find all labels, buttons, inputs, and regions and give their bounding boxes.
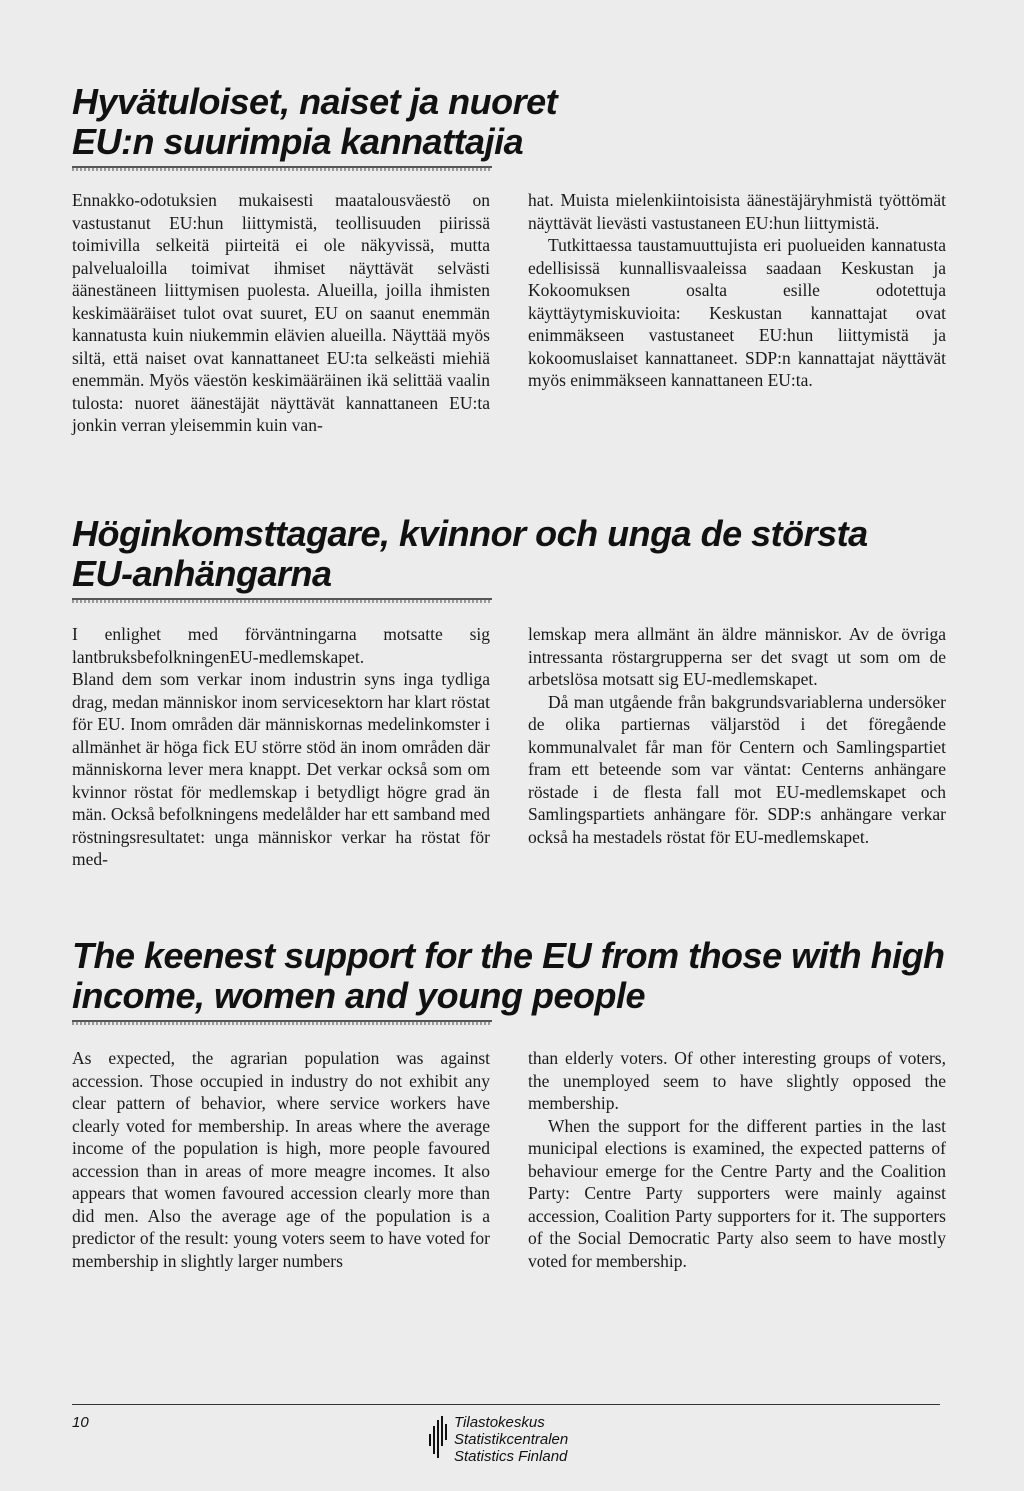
heading-rule (72, 166, 492, 171)
column-left (72, 623, 490, 871)
paragraph: Ennakko-odotuksien mukaisesti maatalousväestö on vastustanut EU:hun liittymistä, teollisuuden piirissä toimivilla selkeitä piirteitä ei ole näkyvissä, mutta palvelualoilla toimivat ihmiset näyttävät selvästi äänestäneen liittymisen puolesta. Alueilla, joilla ihmisten keskimääräiset tulot ovat suuret, EU on saanut enemmän kannatusta kuin niukemmin elävien alueilla. Näyttää myös siltä, että naiset ovat kannattaneet EU:ta selkeästi miehiä enemmän. Myös väestön keskimääräinen ikä selittää vaalin tulosta: nuoret äänestäjät näyttävät kannattaneen EU:ta jonkin verran yleisemmin kuin van- (72, 190, 490, 435)
publisher-name-sv: Statistikcentralen (454, 1431, 569, 1448)
heading-english (72, 936, 946, 1016)
publisher-block (428, 1414, 568, 1465)
section-english (72, 936, 946, 1272)
statistics-finland-logo-icon (428, 1414, 448, 1462)
column-left (72, 189, 490, 437)
page-number: 10 (72, 1414, 89, 1431)
section-swedish (72, 514, 946, 871)
paragraph: Då man utgående från bakgrundsvariablerna undersöker de olika partiernas väljarstöd i det föregående kommunalvalet får man för Centern och Samlingspartiet fram ett beteende som var väntat: Centerns anhängare röstade i de flesta fall mot EU-medlemskapet och Samlingspartiets anhängare för. SDP:s anhängare verkar också ha mestadels röstat för EU-medlemskapet. (528, 691, 946, 847)
heading-finnish (72, 82, 946, 162)
column-right (528, 623, 946, 871)
paragraph: Tutkittaessa taustamuuttujista eri puolueiden kannatusta edellisissä kunnallisvaaleissa saadaan Keskustan ja Kokoomuksen osalta esille odotettuja käyttäytymiskuvioita: Keskustan kannattajat ovat enimmäkseen vastustaneet EU:hun liittymistä ja kokoomuslaiset kannattaneet. SDP:n kannattajat näyttävät myös enimmäkseen kannattaneen EU:ta. (528, 235, 946, 390)
publisher-names (454, 1414, 568, 1465)
heading-finnish-line1: Hyvätuloiset, naiset ja nuoret (72, 81, 558, 122)
heading-swedish-line1: Höginkomsttagare, kvinnor och unga de största (72, 513, 868, 554)
paragraph: When the support for the different parties in the last municipal elections is examined, the expected patterns of behaviour emerge for the Centre Party and the Coalition Party: Centre Party supporters were mainly against accession, Coalition Party supporters for it. The supporters of the Social Democratic Party also seem to have mostly voted for membership. (528, 1115, 946, 1271)
publisher-name-en: Statistics Finland (454, 1448, 568, 1465)
heading-english-line2: income, women and young people (72, 975, 646, 1016)
paragraph: As expected, the agrarian population was against accession. Those occupied in industry do not exhibit any clear pattern of behavior, where service workers have clearly voted for membership. In areas where the average income of the population is high, more people favoured accession than in areas of more meagre incomes. It also appears that women favoured accession clearly more than did men. Also the average age of the population is a predictor of the result: young voters seem to have voted for membership in slightly larger numbers (72, 1048, 490, 1271)
heading-rule (72, 1020, 492, 1025)
section-finnish (72, 82, 946, 437)
paragraph: Bland dem som verkar inom industrin syns inga tydliga drag, medan människor inom servicesektorn har klart röstat för EU. Inom områden där människornas medelinkomster i allmänhet är höga fick EU större stöd än inom områden där människorna lever mera knappt. Det verkar också som om kvinnor röstat för medlemskap i betydligt högre grad än män. Också befolkningens medelålder har ett samband med röstningsresultatet: unga människor verkar ha röstat för med- (72, 669, 490, 869)
paragraph: I enlighet med förväntningarna motsatte sig lantbruksbefolkningenEU-medlemskapet. (72, 624, 490, 667)
heading-swedish (72, 514, 946, 594)
column-right (528, 1047, 946, 1272)
heading-swedish-line2: EU-anhängarna (72, 553, 332, 594)
heading-rule (72, 598, 492, 603)
heading-english-line1: The keenest support for the EU from those with high (72, 935, 945, 976)
publisher-name-fi: Tilastokeskus (454, 1414, 545, 1431)
heading-finnish-line2: EU:n suurimpia kannattajia (72, 121, 524, 162)
footer-rule (72, 1404, 940, 1405)
column-right (528, 189, 946, 437)
paragraph: hat. Muista mielenkiintoisista äänestäjäryhmistä työttömät näyttävät lievästi vastustaneen EU:hun liittymistä. (528, 190, 946, 233)
column-left (72, 1047, 490, 1272)
paragraph: than elderly voters. Of other interesting groups of voters, the unemployed seem to have slightly opposed the membership. (528, 1048, 946, 1113)
paragraph: lemskap mera allmänt än äldre människor. Av de övriga intressanta röstargrupperna ser det svagt ut som om de arbetslösa motsatt sig EU-medlemskapet. (528, 624, 946, 689)
